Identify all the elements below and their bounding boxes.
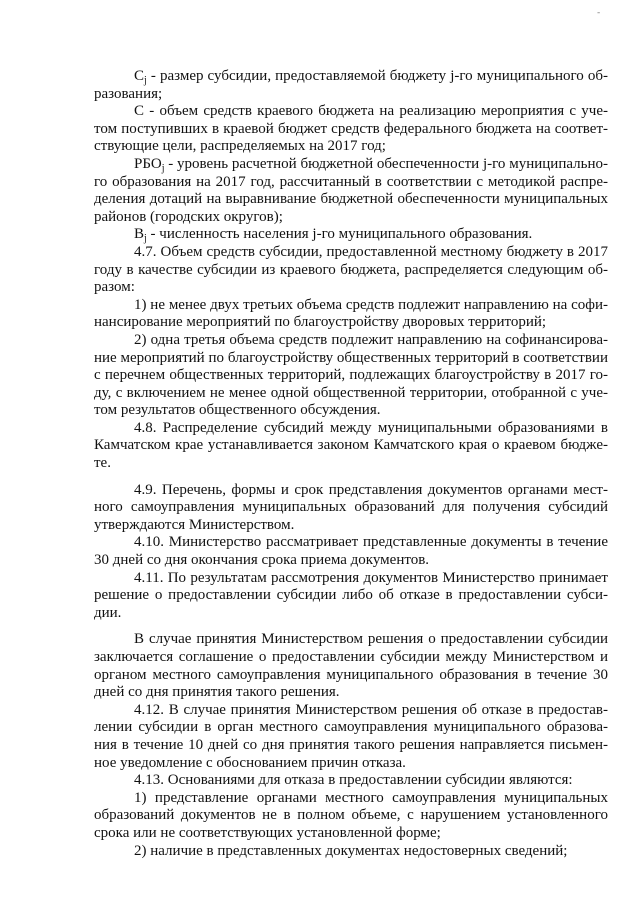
document-page xyxy=(94,68,608,860)
paragraph-bj-definition xyxy=(94,226,608,244)
paragraph-4-12: 4.12. В случае принятия Министерством решения об отказе в предоставлении субсидии в орган местного самоуправления муниципального образования в течение 10 дней со дня принятия такого решения направляется письменное уведомление с обоснованием причин отказа. xyxy=(94,701,608,771)
definition-text: - уровень расчетной бюджетной обеспеченности j-го муниципального образования на 2017 год, рассчитанный в соответствии с методикой распределения дотаций на выравнивание бюджетной обеспеченности муниципальных районов (городских округов); xyxy=(94,155,608,225)
paragraph-rbo-definition xyxy=(94,156,608,226)
symbol-subscript: j xyxy=(161,162,165,174)
paragraph-4-13: 4.13. Основаниями для отказа в предоставлении субсидии являются: xyxy=(134,772,573,789)
paragraph-agreement: В случае принятия Министерством решения о предоставлении субсидии заключается соглашение о предоставлении субсидии между Министерством и органом местного самоуправления муниципального образования в течение 30 дней со дня принятия такого решения. xyxy=(94,631,608,701)
paragraph-4-8: 4.8. Распределение субсидий между муниципальными образованиями в Камчатском крае устанавливается законом Камчатского края о краевом бюджете. xyxy=(94,419,608,472)
paragraph-4-7-item-2: 2) одна третья объема средств подлежит направлению на софинансирование мероприятий по благоустройству общественных территорий в соответствии с перечнем общественных территорий, подлежащих благоустройству в 2017 году, с включением не менее одной общественной территории, отобранной с учетом результатов общественного обсуждения. xyxy=(94,331,608,419)
symbol-rbo: РБО xyxy=(134,155,162,172)
symbol-subscript: j xyxy=(144,233,147,245)
symbol-subscript: j xyxy=(144,75,147,86)
paragraph-cj-definition xyxy=(94,68,608,103)
paragraph-4-7-item-1: 1) не менее двух третьих объема средств подлежит направлению на софинансирование мероприятий по благоустройству дворовых территорий; xyxy=(94,296,608,331)
paragraph-4-10: 4.10. Министерство рассматривает представленные документы в течение 30 дней со дня окончания срока приема документов. xyxy=(94,534,608,569)
definition-text: - размер субсидии, предоставляемой бюджету j-го муниципального образования; xyxy=(94,68,608,102)
paragraph-4-13-item-1: 1) представление органами местного самоуправления муниципальных образований документов не в полном объеме, с нарушением установленного срока или не соответствующих установленной форме; xyxy=(94,789,608,841)
symbol-c: C xyxy=(134,68,145,84)
top-right-mark: - xyxy=(597,8,601,18)
definition-text: - численность населения j-го муниципального образования. xyxy=(146,226,533,243)
paragraph-4-11: 4.11. По результатам рассмотрения документов Министерство принимает решение о предоставлении субсидии либо об отказе в предоставлении субсидии. xyxy=(94,569,608,621)
paragraph-c-definition: С - объем средств краевого бюджета на реализацию мероприятия с учетом поступивших в краевой бюджет средств федерального бюджета на соответствующие цели, распределяемых на 2017 год; xyxy=(94,103,608,155)
paragraph-4-7: 4.7. Объем средств субсидии, предоставленной местному бюджету в 2017 году в качестве субсидии из краевого бюджета, распределяется следующим образом: xyxy=(94,243,608,296)
paragraph-4-9: 4.9. Перечень, формы и срок представления документов органами местного самоуправления муниципальных образований для получения субсидий утверждаются Министерством. xyxy=(94,481,608,533)
symbol-b: B xyxy=(134,226,145,243)
paragraph-4-13-item-2: 2) наличие в представленных документах недостоверных сведений; xyxy=(134,842,568,859)
